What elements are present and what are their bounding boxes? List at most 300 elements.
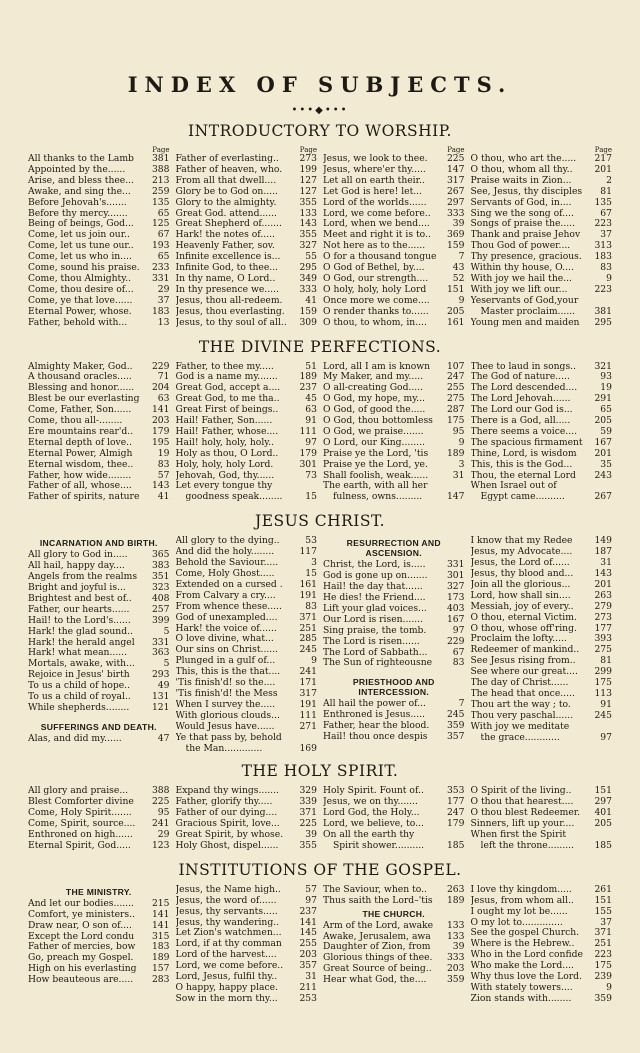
entry-page-number: 251: [299, 623, 317, 634]
entry-page-number: 203: [446, 964, 465, 975]
entry-page-number: 9: [606, 273, 612, 284]
entry-first-line: Father of heaven, who.: [175, 164, 283, 175]
entry-first-line: Hear what God, the....: [323, 975, 427, 986]
entry-page-number: 241: [299, 667, 317, 678]
index-entry: [323, 615, 465, 626]
entry-first-line: Where is the Hebrew..: [470, 939, 575, 950]
index-entry: [471, 808, 613, 819]
index-column: [28, 146, 170, 329]
entry-first-line: From Calvary a cry....: [175, 590, 276, 601]
entry-first-line: With stately towers....: [470, 983, 573, 993]
entry-first-line: Father of mercies, bow: [28, 942, 136, 953]
entry-first-line: There is a God, all.....: [470, 416, 571, 427]
index-entry: [176, 252, 318, 263]
entry-page-number: 159: [446, 241, 465, 252]
entry-page-number: 5: [163, 626, 170, 637]
entry-first-line: Come, Father, Son......: [28, 405, 132, 416]
entry-first-line: To us a child of hope..: [28, 681, 131, 692]
entry-first-line: Great God. attend......: [175, 208, 277, 219]
page-column-label: Page: [152, 146, 170, 154]
index-entry: [323, 492, 465, 503]
entry-page-number: 355: [299, 230, 317, 241]
entry-first-line: O thou, whose off'ring.: [470, 623, 577, 634]
entry-first-line: The head that once.....: [470, 688, 575, 699]
index-column: [28, 362, 170, 504]
entry-page-number: 29: [157, 830, 170, 841]
entry-page-number: 97: [600, 732, 612, 743]
entry-first-line: left the throne.........: [480, 840, 575, 851]
entry-page-number: 189: [446, 448, 465, 459]
entry-page-number: 97: [452, 625, 465, 636]
index-entry: [176, 318, 318, 329]
entry-page-number: 317: [299, 688, 317, 699]
entry-first-line: Alas, and did my......: [28, 733, 122, 744]
entry-page-number: 241: [151, 819, 170, 830]
entry-page-number: 127: [299, 175, 317, 186]
entry-first-line: Lord God, the Holy...: [323, 808, 420, 819]
entry-page-number: 309: [299, 317, 317, 328]
index-entry: [471, 591, 613, 602]
entry-first-line: Great Spirit, by whose.: [175, 830, 284, 841]
index-entry: [471, 154, 613, 165]
entry-page-number: 191: [299, 590, 317, 601]
entry-page-number: 147: [446, 492, 465, 503]
entry-first-line: All glory and praise...: [28, 786, 129, 797]
entry-first-line: Jesus, thy servants.....: [175, 906, 278, 917]
index-column: [323, 362, 465, 504]
entry-page-number: 239: [594, 972, 612, 983]
entry-first-line: I know that my Redee: [470, 536, 573, 547]
entry-page-number: 229: [446, 636, 465, 647]
index-entry: [323, 571, 465, 582]
index-entry: [323, 648, 465, 659]
entry-first-line: Being of beings, God...: [28, 219, 134, 230]
entry-page-number: 201: [594, 579, 612, 590]
entry-first-line: the Man.............: [185, 743, 263, 754]
entry-first-line: Our sins on Christ......: [175, 645, 279, 656]
index-column: [471, 362, 613, 504]
entry-first-line: I ought my lot be......: [470, 906, 568, 917]
index-entry: [176, 928, 318, 939]
index-entry: [176, 983, 318, 994]
index-entry: [28, 830, 170, 841]
index-column: [471, 885, 613, 1005]
entry-page-number: 183: [594, 252, 612, 263]
index-entry: [471, 983, 613, 994]
index-entry: [471, 230, 613, 241]
entry-first-line: Jesus, thy wandering..: [175, 917, 280, 928]
index-entry: [176, 613, 318, 624]
index-entry: [28, 263, 170, 274]
entry-first-line: Ye that pass by, behold: [175, 732, 282, 743]
entry-first-line: The Lord our God is...: [470, 405, 573, 416]
entry-first-line: Sing praise, the tomb.: [323, 625, 427, 636]
gospel-columns: [28, 885, 612, 1005]
index-column: [323, 146, 465, 329]
entry-page-number: 225: [299, 819, 317, 830]
index-entry: [28, 659, 170, 670]
entry-page-number: 245: [299, 645, 317, 656]
entry-first-line: And let our bodies.......: [28, 898, 134, 909]
entry-first-line: Behold the Saviour.....: [175, 558, 279, 569]
index-entry: [471, 449, 613, 460]
index-entry: [471, 219, 613, 230]
index-entry: [176, 634, 318, 645]
index-entry: [176, 907, 318, 918]
entry-first-line: Who in the Lord confide: [470, 950, 583, 961]
index-entry: [28, 405, 170, 416]
index-entry: [323, 274, 465, 285]
entry-first-line: O Spirit of the living..: [470, 786, 572, 797]
entry-page-number: 283: [151, 975, 170, 986]
entry-first-line: Draw near, O son of....: [28, 920, 132, 931]
entry-page-number: [295, 733, 317, 744]
entry-first-line: Hark! the herald angel: [28, 637, 135, 648]
entry-first-line: Lord, we come before..: [323, 208, 431, 219]
entry-first-line: Lord, we believe, to...: [323, 819, 424, 830]
index-entry: [28, 460, 170, 471]
index-entry: [323, 637, 465, 648]
index-entry: [323, 362, 465, 373]
entry-first-line: Jehovah, God, thy......: [175, 470, 275, 481]
entry-first-line: Egypt came..........: [480, 492, 565, 503]
entry-page-number: 253: [299, 993, 317, 1004]
index-entry: [28, 819, 170, 830]
title-ornament: •••◆•••: [291, 105, 349, 116]
entry-page-number: 83: [305, 601, 317, 612]
entry-page-number: 151: [446, 284, 465, 295]
entry-first-line: Eternal Power, whose.: [28, 306, 132, 317]
entry-first-line: With joy we lift our...: [470, 284, 568, 295]
entry-page-number: 243: [594, 470, 612, 481]
entry-first-line: Once more we come....: [323, 295, 430, 306]
entry-page-number: 257: [151, 604, 170, 615]
entry-page-number: 135: [594, 197, 612, 208]
index-entry: [471, 318, 613, 329]
entry-page-number: 52: [452, 273, 465, 284]
entry-page-number: 357: [446, 732, 465, 743]
index-entry: [471, 786, 613, 797]
entry-page-number: [590, 296, 612, 307]
entry-page-number: 149: [594, 536, 612, 547]
entry-page-number: [590, 722, 612, 733]
entry-page-number: 393: [594, 634, 612, 645]
entry-first-line: Appointed by the......: [28, 164, 126, 175]
entry-first-line: Arise, and bless thee...: [28, 175, 135, 186]
entry-first-line: Before Jehovah's.......: [28, 197, 127, 208]
index-entry: [176, 362, 318, 373]
index-entry: [471, 427, 613, 438]
entry-page-number: [295, 481, 317, 492]
index-entry: [28, 561, 170, 572]
entry-first-line: Jesus, from whom all..: [470, 895, 574, 906]
entry-first-line: O love divine, what...: [175, 634, 274, 645]
entry-first-line: O my lot to..............: [470, 917, 563, 928]
index-entry: [28, 427, 170, 438]
entry-first-line: God is gone up on.......: [323, 571, 428, 582]
entry-page-number: 217: [594, 154, 612, 164]
index-entry: [323, 427, 465, 438]
entry-page-number: 223: [594, 284, 612, 295]
entry-page-number: 65: [157, 252, 170, 263]
entry-first-line: The Sun of righteousne: [323, 658, 433, 669]
entry-first-line: To us a child of royal..: [28, 692, 131, 703]
entry-page-number: 83: [157, 459, 170, 470]
entry-first-line: God of unexampled....: [175, 612, 278, 623]
page-title: INDEX OF SUBJECTS.: [127, 72, 513, 97]
entry-page-number: 15: [305, 569, 317, 579]
entry-first-line: Come, Holy Spirit.......: [28, 808, 132, 819]
index-entry: [176, 841, 318, 852]
entry-page-number: 215: [151, 898, 170, 909]
index-entry: [28, 910, 170, 921]
entry-first-line: Thus saith the Lord–'tis: [323, 895, 433, 906]
index-entry: [471, 939, 613, 950]
index-entry: [176, 230, 318, 241]
index-entry: [323, 699, 465, 710]
index-entry: [176, 547, 318, 558]
entry-first-line: How beauteous are.....: [28, 975, 134, 986]
entry-first-line: Jesus, thy blood and...: [470, 569, 574, 579]
entry-page-number: 173: [446, 593, 465, 603]
entry-first-line: goodness speak........: [185, 492, 283, 503]
index-entry: [176, 394, 318, 405]
entry-first-line: Ere mountains rear'd..: [28, 426, 134, 437]
index-entry: [176, 296, 318, 307]
entry-first-line: Jesus, my Advocate....: [470, 547, 573, 558]
entry-page-number: 143: [594, 569, 612, 579]
entry-page-number: 204: [151, 383, 170, 394]
entry-page-number: 247: [446, 372, 465, 383]
entry-first-line: Brightest and best of..: [28, 593, 132, 604]
entry-page-number: 349: [299, 273, 317, 284]
entry-first-line: Songs of praise the.....: [470, 219, 576, 230]
index-entry: [471, 362, 613, 373]
index-entry: [471, 558, 613, 569]
entry-page-number: 299: [594, 667, 612, 678]
entry-first-line: Comfort, ye ministers..: [28, 909, 135, 920]
entry-page-number: 371: [299, 612, 317, 623]
entry-page-number: 203: [299, 950, 317, 961]
index-entry: [28, 605, 170, 616]
entry-page-number: 223: [594, 219, 612, 230]
index-entry: [323, 819, 465, 830]
entry-page-number: 135: [151, 197, 170, 208]
entry-page-number: 267: [446, 186, 465, 197]
entry-first-line: Thank and praise Jehov: [470, 230, 581, 241]
index-entry: [323, 953, 465, 964]
entry-page-number: 81: [600, 186, 612, 197]
entry-page-number: 111: [299, 710, 317, 721]
entry-first-line: See the gospel Church.: [470, 928, 580, 939]
entry-first-line: Infinite God, to thee...: [175, 263, 279, 274]
index-entry: [323, 975, 465, 986]
entry-page-number: 365: [151, 550, 170, 561]
entry-first-line: Thou, the eternal Lord: [470, 470, 576, 481]
entry-page-number: 293: [151, 670, 170, 681]
index-entry: [471, 645, 613, 656]
entry-page-number: 203: [151, 416, 170, 427]
entry-page-number: 71: [157, 372, 170, 383]
index-entry: [28, 648, 170, 659]
index-column: [323, 536, 465, 743]
index-entry: [323, 885, 465, 896]
index-entry: [471, 307, 613, 318]
index-entry: [28, 318, 170, 329]
entry-page-number: 91: [600, 699, 612, 710]
index-entry: [28, 394, 170, 405]
entry-first-line: Angels from the realms: [28, 572, 138, 583]
entry-page-number: 225: [446, 154, 465, 164]
entry-first-line: Our Lord is risen.......: [323, 614, 424, 625]
index-entry: [176, 372, 318, 383]
entry-page-number: 321: [594, 361, 612, 372]
index-entry: [323, 964, 465, 975]
index-entry: [28, 219, 170, 230]
index-entry: [28, 583, 170, 594]
entry-first-line: Jesus, we look to thee.: [323, 154, 428, 164]
entry-first-line: When first the Spirit: [470, 830, 567, 841]
entry-page-number: 29: [157, 284, 170, 295]
entry-page-number: 43: [452, 263, 465, 274]
entry-first-line: Hark! the notes of.....: [175, 230, 275, 241]
entry-first-line: Hail! holy, holy, holy..: [175, 437, 275, 448]
entry-page-number: 388: [151, 164, 170, 175]
entry-page-number: 95: [157, 808, 170, 819]
entry-page-number: [590, 481, 612, 492]
entry-first-line: When Israel out of: [470, 481, 557, 492]
index-entry: [176, 656, 318, 667]
entry-first-line: Would Jesus have......: [175, 721, 275, 732]
entry-page-number: 49: [157, 681, 170, 692]
index-entry: [176, 427, 318, 438]
index-entry: [323, 198, 465, 209]
entry-first-line: Almighty Maker, God..: [28, 361, 133, 372]
index-entry: [323, 449, 465, 460]
entry-page-number: 331: [151, 273, 170, 284]
entry-page-number: 133: [299, 208, 317, 219]
index-entry: [471, 471, 613, 482]
entry-first-line: He dies! the Friend....: [323, 593, 426, 603]
entry-first-line: All thanks to the Lamb: [28, 154, 134, 164]
entry-page-number: 273: [594, 612, 612, 623]
subheading-church: THE CHURCH.: [362, 908, 425, 919]
entry-first-line: Enthroned is Jesus.....: [323, 710, 425, 721]
index-entry: [323, 383, 465, 394]
entry-page-number: 205: [594, 416, 612, 427]
entry-first-line: O for a thousand tongue: [323, 252, 437, 263]
entry-first-line: Hark! what mean......: [28, 648, 127, 659]
entry-first-line: Blest be our everlasting: [28, 394, 140, 405]
index-entry: [471, 918, 613, 929]
index-entry: [28, 296, 170, 307]
entry-page-number: 355: [299, 840, 317, 851]
index-entry: [471, 624, 613, 635]
entry-first-line: Jesus, thou everlasting.: [175, 306, 285, 317]
entry-first-line: Father, glorify thy.....: [175, 797, 273, 808]
index-entry: [323, 165, 465, 176]
entry-first-line: Eternal Spirit, God.....: [28, 840, 131, 851]
index-column: [323, 885, 465, 986]
entry-page-number: 63: [157, 394, 170, 405]
entry-page-number: 355: [299, 197, 317, 208]
page-column-label: Page: [447, 146, 465, 154]
index-entry: [471, 950, 613, 961]
entry-page-number: 199: [299, 164, 317, 175]
index-entry: [28, 252, 170, 263]
entry-first-line: The Saviour, when to..: [323, 884, 427, 895]
index-entry: [471, 405, 613, 416]
index-entry: [176, 961, 318, 972]
entry-first-line: Heavenly Father, sov.: [175, 241, 275, 252]
entry-page-number: 9: [458, 437, 465, 448]
entry-page-number: 141: [299, 917, 317, 928]
index-entry: [176, 602, 318, 613]
entry-page-number: 255: [299, 939, 317, 950]
entry-first-line: The day of Christ......: [470, 678, 569, 689]
entry-page-number: 359: [446, 721, 465, 732]
entry-first-line: All glory to the dying..: [175, 536, 280, 547]
entry-first-line: Holy Ghost, dispel......: [175, 840, 279, 851]
entry-first-line: The God of nature.....: [470, 372, 570, 383]
entry-page-number: 95: [452, 426, 465, 437]
entry-first-line: Blessing and honor......: [28, 383, 135, 394]
entry-first-line: Thou very paschal......: [470, 710, 574, 721]
entry-first-line: Gracious Spirit, love...: [175, 819, 280, 830]
entry-first-line: Come, sound his praise.: [28, 263, 140, 274]
entry-page-number: 161: [446, 317, 465, 328]
entry-first-line: the grace............: [480, 732, 560, 743]
index-entry: [176, 624, 318, 635]
entry-page-number: 161: [299, 579, 317, 590]
entry-page-number: 113: [594, 688, 612, 699]
entry-first-line: Eternal depth of love..: [28, 437, 133, 448]
entry-first-line: O thou, eternal Victim.: [470, 612, 577, 623]
entry-page-number: 371: [299, 808, 317, 819]
index-entry: [176, 808, 318, 819]
entry-page-number: 45: [305, 394, 317, 405]
index-entry: [471, 667, 613, 678]
index-entry: [28, 841, 170, 852]
index-entry: [176, 994, 318, 1005]
index-entry: [471, 722, 613, 733]
entry-first-line: O God, my hope, my...: [323, 394, 425, 405]
entry-page-number: 7: [458, 252, 465, 263]
entry-first-line: Thee to laud in songs..: [470, 361, 576, 372]
entry-first-line: Come, thou desire of...: [28, 284, 134, 295]
entry-first-line: Lord, Jesus, fulfil thy..: [175, 972, 278, 983]
index-entry: [323, 416, 465, 427]
entry-first-line: O all-creating God.....: [323, 383, 424, 394]
entry-first-line: Messiah, joy of every..: [470, 601, 574, 612]
entry-page-number: 273: [299, 154, 317, 164]
entry-page-number: 179: [446, 819, 465, 830]
entry-first-line: Let all on earth their..: [323, 175, 425, 186]
index-entry: [176, 896, 318, 907]
entry-page-number: 195: [151, 437, 170, 448]
entry-first-line: Spirit shower..........: [333, 840, 425, 851]
entry-page-number: 39: [452, 219, 465, 230]
index-entry: [28, 616, 170, 627]
index-entry: [323, 932, 465, 943]
entry-first-line: O thou, whom all thy..: [470, 164, 573, 175]
entry-page-number: 63: [305, 405, 317, 416]
index-entry: [323, 582, 465, 593]
index-entry: [176, 449, 318, 460]
entry-page-number: 83: [452, 658, 465, 669]
entry-page-number: 237: [299, 906, 317, 917]
entry-first-line: From whence these.....: [175, 601, 282, 612]
